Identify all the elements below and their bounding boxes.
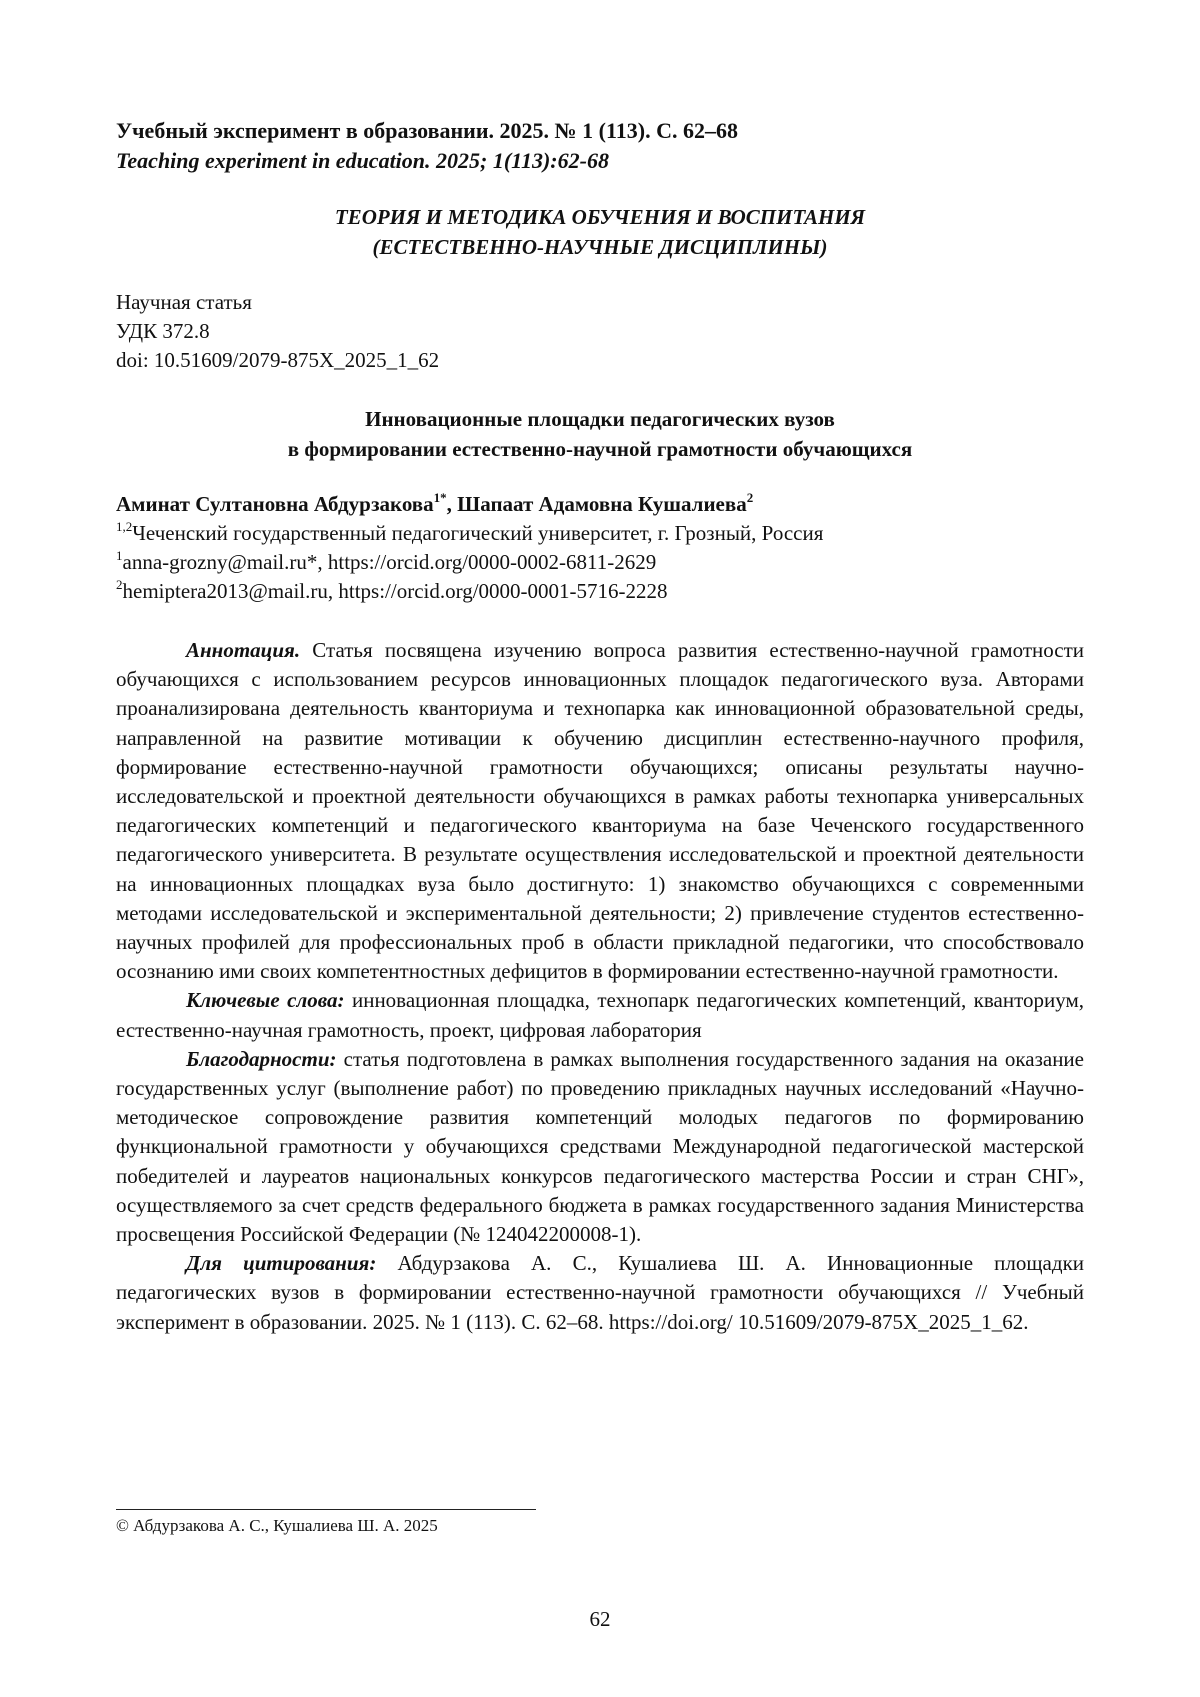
affiliation xyxy=(116,519,1096,548)
footnote-divider xyxy=(116,1509,536,1510)
article-front-matter xyxy=(116,636,1084,1337)
author-1-marker: 1* xyxy=(433,490,447,505)
abstract-paragraph xyxy=(116,636,1084,986)
copyright-footnote: © Абдурзакова А. С., Кушалиева Ш. А. 2025 xyxy=(116,1516,438,1535)
abstract-label: Аннотация. xyxy=(186,638,301,662)
author-1-name: Аминат Султановна Абдурзакова xyxy=(116,492,434,516)
article-title xyxy=(116,404,1084,464)
page-number: 62 xyxy=(589,1607,611,1631)
article-title-line-2: в формировании естественно-научной грамотности обучающихся xyxy=(287,437,913,461)
author-1-contact xyxy=(116,548,1096,577)
article-title-line-1: Инновационные площадки педагогических вузов xyxy=(365,407,835,431)
acknowledgments-text: статья подготовлена в рамках выполнения государственного задания на оказание государственных услуг (выполнение работ) по проведению прикладных научных исследований «Научно-методическое сопровождение развития компетенций молодых педагогов по формированию функциональной грамотности у обучающихся средствами Международной педагогической мастерской победителей и лауреатов национальных конкурсов педагогического мастерства России и стран СНГ», осуществляемого за счет средств федерального бюджета в рамках государственного задания Министерства просвещения Российской Федерации (№ 124042200008-1). xyxy=(116,1046,1084,1247)
acknowledgments-paragraph xyxy=(116,1045,1084,1249)
journal-title-en: Teaching experiment in education. 2025; 1(113):62-68 xyxy=(116,148,609,173)
contact-2-marker: 2 xyxy=(116,577,123,592)
author-names xyxy=(116,490,1096,519)
udc-code: УДК 372.8 xyxy=(116,319,210,343)
section-heading xyxy=(116,202,1084,262)
affiliation-marker: 1,2 xyxy=(116,519,133,534)
contact-1-marker: 1 xyxy=(116,548,123,563)
author-block xyxy=(116,490,1096,606)
article-type: Научная статья xyxy=(116,290,252,314)
journal-header xyxy=(116,116,1096,176)
contact-1-text: anna-grozny@mail.ru*, https://orcid.org/0000-0002-6811-2629 xyxy=(122,550,657,574)
article-meta xyxy=(116,288,439,375)
author-separator: , xyxy=(446,492,458,516)
author-2-name: Шапаат Адамовна Кушалиева xyxy=(457,492,747,516)
keywords-paragraph xyxy=(116,986,1084,1044)
journal-title-ru: Учебный эксперимент в образовании. 2025. № 1 (113). С. 62–68 xyxy=(116,118,738,143)
citation-text: Абдурзакова А. С., Кушалиева Ш. А. Инновационные площадки педагогических вузов в формировании естественно-научной грамотности обучающихся // Учебный эксперимент в образовании. 2025. № 1 (113). С. 62–68. https://doi.org/ 10.51609/2079-875X_2025_1_62. xyxy=(116,1251,1085,1334)
abstract-text: Статья посвящена изучению вопроса развития естественно-научной грамотности обучающихся с использованием ресурсов инновационных площадок педагогического вуза. Авторами проанализирована деятельность кванториума и технопарка как инновационной образовательной среды, направленной на развитие мотивации к обучению дисциплин естественно-научного профиля, формирование естественно-научной грамотности обучающихся; описаны результаты научно-исследовательской и проектной деятельности обучающихся в рамках работы технопарка универсальных педагогических компетенций и педагогического кванториума на базе Чеченского государственного педагогического университета. В результате осуществления исследовательской и проектной деятельности на инновационных площадках вуза было достигнуто: 1) знакомство обучающихся с современными методами исследовательской и экспериментальной деятельности; 2) привлечение студентов естественно-научных профилей для профессиональных проб в области прикладной педагогики, что способствовало осознанию ими своих компетентностных дефицитов в формировании естественно-научной грамотности. xyxy=(116,638,1084,984)
author-2-contact xyxy=(116,577,1096,606)
keywords-label: Ключевые слова: xyxy=(186,988,345,1013)
keywords-text: инновационная площадка, технопарк педагогических компетенций, кванториум, естественно-научная грамотность, проект, цифровая лаборатория xyxy=(116,988,1084,1042)
doi: doi: 10.51609/2079-875X_2025_1_62 xyxy=(116,348,440,372)
section-heading-line-2: (ЕСТЕСТВЕННО-НАУЧНЫЕ ДИСЦИПЛИНЫ) xyxy=(372,235,828,259)
citation-paragraph xyxy=(116,1249,1084,1337)
contact-2-text: hemiptera2013@mail.ru, https://orcid.org/0000-0001-5716-2228 xyxy=(122,579,668,603)
section-heading-line-1: ТЕОРИЯ И МЕТОДИКА ОБУЧЕНИЯ И ВОСПИТАНИЯ xyxy=(334,205,866,229)
affiliation-text: Чеченский государственный педагогический университет, г. Грозный, Россия xyxy=(132,521,824,545)
author-2-marker: 2 xyxy=(746,490,754,505)
citation-label: Для цитирования: xyxy=(186,1251,377,1276)
acknowledgments-label: Благодарности: xyxy=(186,1046,337,1071)
